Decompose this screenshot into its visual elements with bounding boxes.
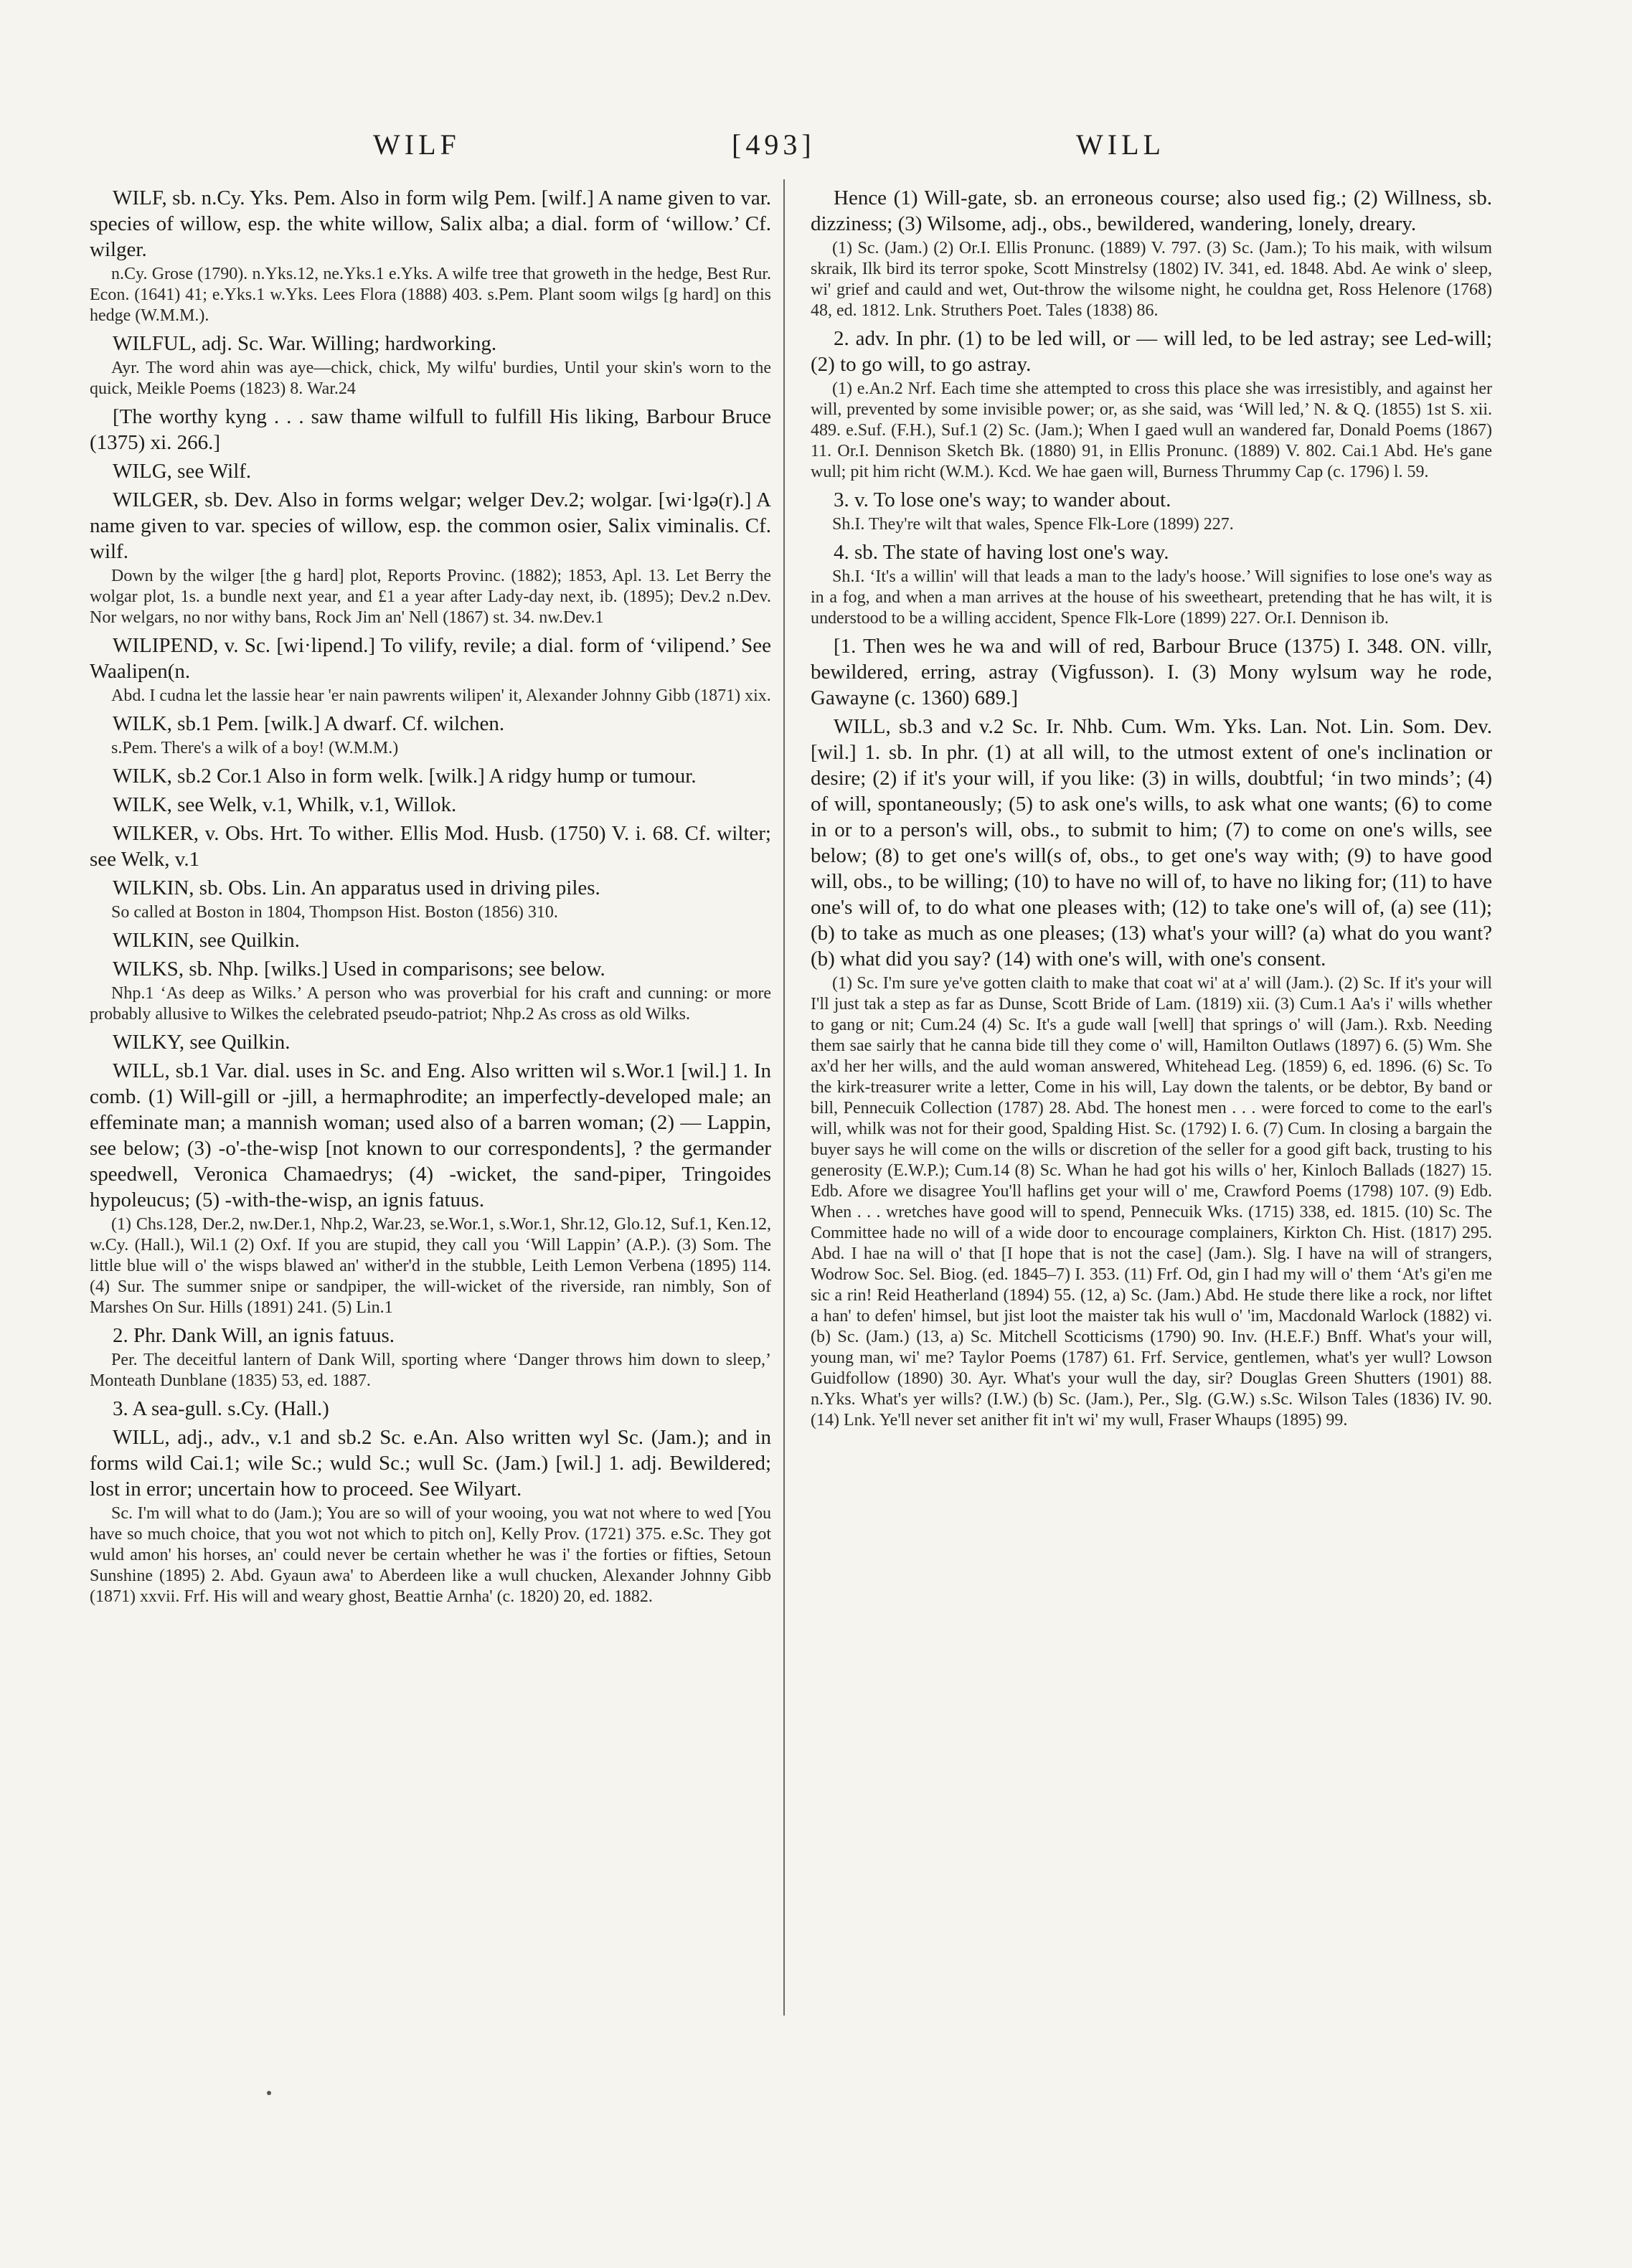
entry-wilk-see <box>90 792 771 818</box>
entry-wilf <box>90 185 771 326</box>
entry-citation: n.Cy. Grose (1790). n.Yks.12, ne.Yks.1 e.Yks. A wilfe tree that groweth in the hedge, Best Rur. Econ. (1641) 41; e.Yks.1 w.Yks. Lees Flora (1888) 403. s.Pem. Plant soom wilgs [g hard] on this hedge (W.M.M.). <box>90 265 771 325</box>
column-rule <box>783 179 785 2016</box>
entry-text: WILIPEND, v. Sc. [wi·lipend.] To vilify, revile; a dial. form of ‘vilipend.’ See Waalipen(n. <box>90 634 771 683</box>
entry-wilk-1 <box>90 711 771 759</box>
entry-text: [The worthy kyng . . . saw thame wilfull to fulfill His liking, Barbour Bruce (1375) xi. 266.] <box>90 405 771 454</box>
entry-citation: Sh.I. ‘It's a willin' will that leads a man to the lady's hoose.’ Will signifies to lose one's way as in a fog, and when a man arrives at the house of his sweetheart, pretending that he has wilt, it is understood to be a willing accident, Spence Flk-Lore (1899) 227. Or.I. Dennison ib. <box>811 567 1492 628</box>
entry-citation: Ayr. The word ahin was aye—chick, chick, My wilfu' burdies, Until your skin's worn to the quick, Meikle Poems (1823) 8. War.24 <box>90 359 771 398</box>
entry-will-hence <box>811 185 1492 321</box>
entry-text: WILKIN, sb. Obs. Lin. An apparatus used in driving piles. <box>113 877 600 899</box>
entry-will-verb <box>811 487 1492 535</box>
entry-wilful-etymology <box>90 404 771 455</box>
entry-text: WILK, sb.1 Pem. [wilk.] A dwarf. Cf. wilchen. <box>113 712 505 735</box>
entry-text: WILKS, sb. Nhp. [wilks.] Used in comparisons; see below. <box>113 958 605 981</box>
left-column <box>90 185 771 2254</box>
entry-citation: So called at Boston in 1804, Thompson Hist. Boston (1856) 310. <box>111 903 558 922</box>
entry-text: Hence (1) Will-gate, sb. an erroneous course; also used fig.; (2) Willness, sb. dizziness; (3) Wilsome, adj., obs., bewildered, wandering, lonely, dreary. <box>811 186 1492 235</box>
entry-will-adv <box>811 326 1492 483</box>
entry-will-adj <box>90 1424 771 1607</box>
entry-citation: Nhp.1 ‘As deep as Wilks.’ A person who was proverbial for his craft and cunning: or more probably allusive to Wilkes the celebrated pseudo-patriot; Nhp.2 As cross as old Wilks. <box>90 984 771 1024</box>
entry-text: WILL, sb.3 and v.2 Sc. Ir. Nhb. Cum. Wm. Yks. Lan. Not. Lin. Som. Dev. [wil.] 1. sb. In phr. (1) at all will, to the utmost extent of one's inclination or desire; (2) if it's your will, if you like: (3) in wills, doubtful; ‘in two minds’; (4) of will, spontaneously; (5) to ask one's wills, to ask what one wants; (6) to come in or to a person's will, obs., to submit to him; (7) to come on one's wills, see below; (8) to get one's will(s of, obs., to get one's way with; (9) to have good will, obs., to be willing; (10) to have no will of, to have no liking for; (11) to have one's will of, to do what one pleases with; (12) to take one's will of, (a) see (11); (b) to take as much as one pleases; (13) what's your will? (a) what do you want? (b) what did you say? (14) with one's will, with one's consent. <box>811 715 1492 970</box>
entry-text: WILL, sb.1 Var. dial. uses in Sc. and Eng. Also written wil s.Wor.1 [wil.] 1. In comb. (1) Will-gill or -jill, a hermaphrodite; an imperfectly-developed male; an effeminate man; a mannish woman; used also of a barren woman; (2) — Lappin, see below; (3) -o'-the-wisp [not known to our correspondents], ? the germander speedwell, Veronica Chamaedrys; (4) -wicket, the sand-piper, Tringoides hypoleucus; (5) -with-the-wisp, an ignis fatuus. <box>90 1059 771 1211</box>
entry-text: WILF, sb. n.Cy. Yks. Pem. Also in form wilg Pem. [wilf.] A name given to var. species of willow, esp. the white willow, Salix alba; a dial. form of ‘willow.’ Cf. wilger. <box>90 186 771 261</box>
entry-citation: (1) Sc. (Jam.) (2) Or.I. Ellis Pronunc. (1889) V. 797. (3) Sc. (Jam.); To his maik, with wilsum skraik, Ilk bird its terror spoke, Scott Minstrelsy (1802) IV. 341, ed. 1848. Abd. Ae wink o' sleep, wi' grief and cauld and wet, Out-throw the wilsome night, he couldna get, Ross Helenore (1768) 48, ed. 1812. Lnk. Struthers Poet. Tales (1838) 86. <box>811 239 1492 320</box>
entry-text: WILKIN, see Quilkin. <box>113 929 300 952</box>
entry-text: WILGER, sb. Dev. Also in forms welgar; welger Dev.2; wolgar. [wi·lgə(r).] A name given to var. species of willow, esp. the common osier, Salix viminalis. Cf. wilf. <box>90 488 771 563</box>
entry-will-phrase <box>90 1323 771 1391</box>
entry-text: WILG, see Wilf. <box>113 460 252 483</box>
entry-text: 2. Phr. Dank Will, an ignis fatuus. <box>113 1324 395 1347</box>
entry-citation: Sc. I'm will what to do (Jam.); You are so will of your wooing, you wat not where to wed [You have so much choice, that you wot not which to pitch on], Kelly Prov. (1721) 375. e.Sc. They got wuld amon' his horses, an' could never be certain whether he was i' the forties or fifties, Setoun Sunshine (1895) 2. Abd. Gyaun awa' to Aberdeen like a wull chucken, Alexander Johnny Gibb (1871) xxvii. Frf. His will and weary ghost, Beattie Arnha' (c. 1820) 20, ed. 1882. <box>90 1504 771 1606</box>
entry-text: WILK, see Welk, v.1, Whilk, v.1, Willok. <box>113 793 457 816</box>
entry-wilks <box>90 956 771 1025</box>
entry-citation: s.Pem. There's a wilk of a boy! (W.M.M.) <box>111 739 399 757</box>
entry-citation: (1) Sc. I'm sure ye've gotten claith to make that coat wi' at a' will (Jam.). (2) Sc. If it's your will I'll just tak a step as far as Dunse, Scott Bride of Lam. (1819) xii. (3) Cum.1 Aa's i' wills whether to gang or nit; Cum.24 (4) Sc. It's a gude wall [well] that springs o' will (Jam.). Rxb. Needing them sae sairly that he canna bide till they come o' will, Hamilton Outlaws (1897) 6. (5) Wm. She ax'd her her wills, and the auld woman answered, Whitehead Leg. (1859) 6, ed. 1896. (6) Sc. To the kirk-treasurer write a letter, Come in his will, Lay down the talents, or be debtor, By band or bill, Pennecuik Collection (1787) 28. Abd. The honest men . . . were forced to come to the earl's will, whilk was not for their good, Spalding Hist. Sc. (1792) I. 6. (7) Cum. In closing a bargain the buyer says he will come on the wills or discretion of the seller for a good gift back, trusting to his generosity (E.W.P.); Cum.14 (8) Sc. Whan he had got his wills o' her, Kinloch Ballads (1827) 15. Edb. Afore we disagree You'll haflins get your will o' me, Crawford Poems (1798) 107. (9) Edb. When . . . wretches have good will to spend, Pennecuik Wks. (1715) 338, ed. 1815. (10) Sc. The Committee hade no will of a wide door to encourage complainers, Kirkton Ch. Hist. (1817) 295. Abd. I hae na will o' that [I hope that is not the case] (Jam.). Slg. I have na will of strangers, Wodrow Soc. Sel. Biog. (ed. 1845–7) I. 353. (11) Frf. Od, gin I had my will o' them ‘At's gi'en me sic a rin! Reid Heatherland (1894) 55. (12, a) Sc. (Jam.) Abd. He stude there like a rock, nor liftet a han' to defen' himsel, but jist loot the maister tak his wull o' 'im, Macdonald Warlock (1882) vi. (b) Sc. (Jam.) (13, a) Sc. Mitchell Scotticisms (1790) 90. Inv. (H.E.F.) Bnff. What's your will, young man, wi' me? Taylor Poems (1787) 61. Frf. Service, gentlemen, what's yer wull? Lowson Guidfollow (1890) 30. Ayr. What's your wull the day, sir? Douglas Green Shutters (1901) 88. n.Yks. What's yer wills? (I.W.) (b) Sc. (Jam.), Per., Slg. (G.W.) s.Sc. Wilson Tales (1836) IV. 90. (14) Lnk. Ye'll never set anither fit in't wi' my wull, Fraser Whaups (1895) 99. <box>811 974 1492 1430</box>
entry-text: 3. v. To lose one's way; to wander about. <box>834 488 1171 511</box>
entry-wilipend <box>90 633 771 707</box>
page-number: [493] <box>732 128 816 161</box>
entry-will-sb1 <box>90 1058 771 1318</box>
header-first-word: WILF <box>373 128 461 161</box>
header-last-word: WILL <box>1076 128 1165 161</box>
entry-will-etymology <box>811 633 1492 711</box>
entry-text: WILKY, see Quilkin. <box>113 1031 291 1054</box>
entry-citation: (1) Chs.128, Der.2, nw.Der.1, Nhp.2, War.23, se.Wor.1, s.Wor.1, Shr.12, Glo.12, Suf.1, Ken.12, w.Cy. (Hall.), Wil.1 (2) Oxf. If you are stupid, they call you ‘Will Lappin’ (A.P.). (3) Som. The little blue will o' the wisps blawed an' wither'd in the stubble, Leith Lemon Verbena (1895) 114. (4) Sur. The summer snipe or sandpiper, the will-wicket of the riverside, ran nimbly, Son of Marshes On Sur. Hills (1891) 241. (5) Lin.1 <box>90 1215 771 1317</box>
entry-text: WILK, sb.2 Cor.1 Also in form welk. [wilk.] A ridgy hump or tumour. <box>113 765 697 788</box>
entry-text: 3. A sea-gull. s.Cy. (Hall.) <box>113 1397 329 1420</box>
entry-wilg <box>90 458 771 484</box>
entry-text: 2. adv. In phr. (1) to be led will, or — will led, to be led astray; see Led-will; (2) to go will, to go astray. <box>811 327 1492 376</box>
entry-text: WILKER, v. Obs. Hrt. To wither. Ellis Mod. Husb. (1750) V. i. 68. Cf. wilter; see Welk, v.1 <box>90 822 771 871</box>
entry-text: WILFUL, adj. Sc. War. Willing; hardworking. <box>113 332 497 355</box>
entry-wilky <box>90 1029 771 1055</box>
entry-wilful <box>90 331 771 400</box>
entry-text: [1. Then wes he wa and will of red, Barbour Bruce (1375) I. 348. ON. villr, bewildered, erring, astray (Vigfusson). I. (3) Mony wylsum way he rode, Gawayne (c. 1360) 689.] <box>811 635 1492 709</box>
entry-wilkin-see <box>90 927 771 953</box>
print-speck <box>267 2091 271 2095</box>
entry-citation: (1) e.An.2 Nrf. Each time she attempted to cross this place she was irresistibly, and against her will, prevented by some invisible power; or, as she said, was ‘Will led,’ N. & Q. (1855) 1st S. xii. 489. e.Suf. (F.H.), Suf.1 (2) Sc. (Jam.); When I gaed wull an wandered far, Donald Poems (1867) 11. Or.I. Dennison Sketch Bk. (1880) 91, in Ellis Pronunc. (1889) V. 802. Cai.1 Abd. He's gane wull; pit him richt (W.M.). Kcd. We hae gaen will, Burness Thrummy Cap (c. 1796) l. 59. <box>811 379 1492 481</box>
entry-wilger <box>90 487 771 628</box>
entry-wilkin <box>90 875 771 923</box>
entry-text: WILL, adj., adv., v.1 and sb.2 Sc. e.An. Also written wyl Sc. (Jam.); and in forms wild Cai.1; wile Sc.; wuld Sc.; wull Sc. (Jam.) [wil.] 1. adj. Bewildered; lost in error; uncertain how to proceed. See Wilyart. <box>90 1426 771 1501</box>
right-column <box>811 185 1492 2254</box>
entry-citation: Abd. I cudna let the lassie hear 'er nain pawrents wilipen' it, Alexander Johnny Gibb (1871) xix. <box>111 686 771 705</box>
running-head <box>0 121 1632 171</box>
entry-wilker <box>90 821 771 872</box>
entry-citation: Sh.I. They're wilt that wales, Spence Flk-Lore (1899) 227. <box>832 515 1234 534</box>
entry-wilk-2 <box>90 763 771 789</box>
entry-text: 4. sb. The state of having lost one's way. <box>834 541 1169 564</box>
entry-citation: Per. The deceitful lantern of Dank Will, sporting where ‘Danger throws him down to sleep,’ Monteath Dunblane (1835) 53, ed. 1887. <box>90 1351 771 1390</box>
entry-will-sea-gull <box>90 1396 771 1422</box>
entry-will-sb3 <box>811 714 1492 1431</box>
entry-citation: Down by the wilger [the g hard] plot, Reports Provinc. (1882); 1853, Apl. 13. Let Berry the wolgar plot, 1s. a bundle next year, and £1 a year after Lady-day next, ib. (1895); Dev.2 n.Dev. Nor welgars, no nor withy bans, Rock Jim an' Nell (1867) st. 34. nw.Dev.1 <box>90 567 771 627</box>
entry-will-state <box>811 539 1492 629</box>
